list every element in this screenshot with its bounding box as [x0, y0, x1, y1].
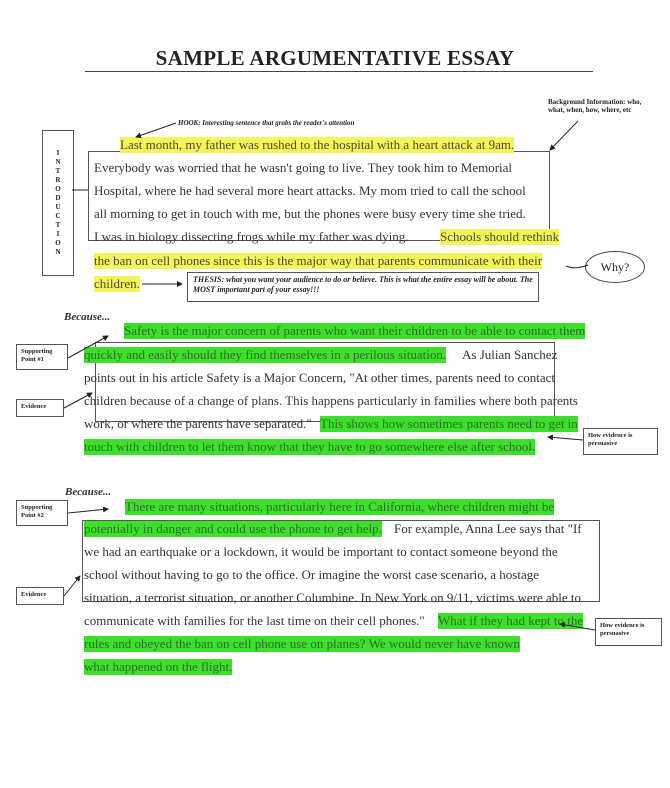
- how-evidence-2-label: How evidence is persuasive: [595, 618, 662, 646]
- evidence-2-text: For example, Anna Lee says that "If: [394, 521, 582, 536]
- supporting-point-1-text: Safety is the major concern of parents who want their children to be able to contact them: [124, 323, 586, 338]
- how-evidence-1-label: How evidence is persuasive: [583, 428, 658, 455]
- intro-line: I was in biology dissecting frogs while my father was dying.: [94, 229, 409, 244]
- supporting-point-2-label: Supporting Point #2: [16, 500, 68, 526]
- hook-annotation: HOOK: Interesting sentence that grabs the reader's attention: [178, 119, 355, 127]
- how-evidence-1-text: touch with children to let them know that they have to go somewhere else after school.: [84, 439, 536, 454]
- intro-letter: R: [55, 176, 61, 184]
- evidence-1-text: children because of a change of plans. This happens particularly in families where both parents: [84, 393, 578, 408]
- evidence-2-text: we had an earthquake or a lockdown, it would be important to contact someone beyond the: [84, 544, 558, 559]
- why-bubble: Why?: [585, 251, 645, 283]
- thesis-annotation: THESIS: what you want your audience to do or believe. This is what the entire essay will be about. The MOST important part of your essay!!!: [187, 272, 539, 302]
- page-title: SAMPLE ARGUMENTATIVE ESSAY: [155, 46, 515, 70]
- evidence-2-arrow: [64, 576, 80, 596]
- hook-arrow: [136, 123, 176, 137]
- because-label-2: Because...: [65, 486, 112, 498]
- supporting-point-1-arrow: [68, 336, 108, 358]
- intro-letter: D: [55, 194, 61, 202]
- intro-letter: T: [55, 221, 61, 229]
- hook-sentence: Last month, my father was rushed to the hospital with a heart attack at 9am.: [120, 137, 515, 152]
- because-label-1: Because...: [64, 311, 111, 323]
- how-evidence-1-text: This shows how sometimes parents need to get in: [320, 416, 578, 431]
- how-evidence-2-text: what happened on the flight.: [84, 659, 233, 674]
- evidence-2-text: communicate with families for the last time on their cell phones.": [84, 613, 425, 628]
- supporting-point-1-label: Supporting Point #1: [16, 344, 68, 370]
- supporting-point-1-text: quickly and easily should they find themselves in a perilous situation.: [84, 347, 447, 362]
- intro-letter: T: [55, 167, 61, 175]
- evidence-1-arrow: [64, 393, 92, 408]
- why-bubble-tail: [566, 265, 588, 268]
- how-evidence-1-arrow: [548, 437, 583, 440]
- intro-letter: N: [55, 248, 61, 256]
- evidence-2-label: Evidence: [16, 587, 64, 605]
- evidence-1-label: Evidence: [16, 399, 64, 417]
- evidence-1-text: As Julian Sanchez: [462, 347, 558, 362]
- how-evidence-2-text: What if they had kept to the: [438, 613, 584, 628]
- background-arrow: [550, 121, 578, 150]
- intro-letter: O: [55, 239, 61, 247]
- intro-letter: I: [56, 230, 60, 238]
- supporting-point-2-text: potentially in danger and could use the phone to get help.: [84, 521, 382, 536]
- intro-letter: C: [55, 212, 61, 220]
- background-annotation: Background Information: who, what, when, how, where, etc: [548, 98, 642, 114]
- thesis-sentence: Schools should rethink: [440, 229, 560, 244]
- intro-line: all morning to get in touch with me, but the phones were busy every time she tried.: [94, 206, 526, 221]
- how-evidence-2-text: rules and obeyed the ban on cell phone use on planes? We would never have known: [84, 636, 520, 651]
- intro-line: Hospital, where he had several more heart attacks. My mom tried to call the school: [94, 183, 526, 198]
- how-evidence-2-arrow: [560, 624, 595, 630]
- evidence-1-text: work, or where the parents have separated.": [84, 416, 312, 431]
- evidence-2-text: situation, a terrorist situation, or another Columbine. In New York on 9/11, victims were able to: [84, 590, 582, 605]
- evidence-2-text: school without having to go to the office. Or imagine the worst case scenario, a hostage: [84, 567, 539, 582]
- intro-letter: O: [55, 185, 61, 193]
- intro-letter: N: [55, 158, 61, 166]
- supporting-point-2-text: There are many situations, particularly here in California, where children might be: [125, 499, 555, 514]
- thesis-sentence: children.: [94, 276, 140, 291]
- intro-letter: I: [56, 149, 60, 157]
- intro-line: Everybody was worried that he wasn't going to live. They took him to Memorial: [94, 160, 513, 175]
- supporting-point-2-arrow: [68, 509, 108, 513]
- intro-letter: U: [55, 203, 61, 211]
- thesis-sentence: the ban on cell phones since this is the major way that parents communicate with their: [94, 253, 543, 268]
- evidence-1-text: points out in his article Safety is a Major Concern, "At other times, parents need to contact: [84, 370, 556, 385]
